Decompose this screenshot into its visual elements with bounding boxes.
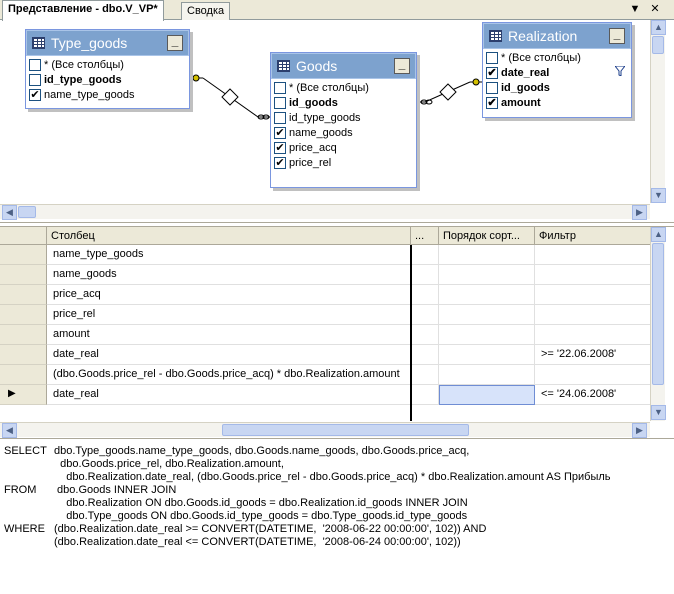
close-icon[interactable]: ✕ [650,3,660,15]
table-row[interactable] [0,345,652,365]
table-type-goods[interactable] [25,29,190,109]
column-item[interactable] [485,51,631,66]
column-item[interactable] [273,126,416,141]
scroll-thumb[interactable] [18,206,36,218]
minimize-button[interactable]: _ [167,35,183,51]
table-title-bar[interactable] [26,30,189,56]
table-icon [277,60,290,72]
cell-filter[interactable] [535,265,652,285]
row-selector[interactable] [0,285,47,305]
cell-column[interactable]: (dbo.Goods.price_rel - dbo.Goods.price_acq) * dbo.Realization.amount [47,365,411,385]
sql-text[interactable]: dbo.Realization.date_real, (dbo.Goods.price_rel - dbo.Goods.price_acq) * dbo.Realization.amount AS Прибыль [54,471,611,483]
cell-sort-order[interactable] [439,305,535,325]
scroll-left-icon[interactable]: ◀ [2,423,17,438]
sql-text[interactable]: dbo.Type_goods.name_type_goods, dbo.Goods.name_goods, dbo.Goods.price_acq, [54,445,470,457]
tab-summary[interactable]: Сводка [181,2,230,20]
cell-column-2[interactable] [411,365,439,385]
grid-header [0,227,652,245]
column-list [271,79,416,173]
table-row[interactable] [0,385,652,405]
column-label: amount [501,97,541,109]
column-checkbox[interactable] [29,59,41,71]
sql-text[interactable]: (dbo.Realization.date_real >= CONVERT(DATETIME, '2008-06-22 00:00:00', 102)) AND [54,523,487,535]
cell-sort-order-selected[interactable] [439,385,535,405]
column-checkbox[interactable]: ✔ [275,142,285,154]
column-item[interactable] [273,81,416,96]
table-icon [489,30,502,42]
cell-column-2[interactable] [411,305,439,325]
document-tab-strip [0,0,674,20]
sql-keyword: WHERE [4,523,45,535]
table-row[interactable] [0,245,652,265]
column-checkbox[interactable]: ✔ [275,127,285,139]
row-selector[interactable] [0,325,47,345]
cell-sort-order[interactable] [439,345,535,365]
column-label: id_goods [289,97,338,109]
tab-view-designer[interactable]: Представление - dbo.V_VP* [2,0,164,21]
column-checkbox[interactable]: ✔ [487,67,497,79]
column-checkbox[interactable] [274,82,286,94]
table-icon [32,37,45,49]
minimize-button[interactable]: _ [609,28,625,44]
scroll-thumb[interactable] [652,243,664,385]
table-title: Realization [508,28,578,44]
sql-keyword: SELECT [4,445,47,457]
header-column[interactable]: Столбец [47,227,411,245]
table-row[interactable] [0,305,652,325]
cell-filter[interactable] [535,325,652,345]
header-column-2[interactable]: ... [411,227,439,245]
column-checkbox[interactable] [274,97,286,109]
sql-text[interactable]: (dbo.Realization.date_real <= CONVERT(DATETIME, '2008-06-24 00:00:00', 102)) [54,536,461,548]
column-label: id_type_goods [44,74,122,86]
column-checkbox[interactable]: ✔ [275,157,285,169]
row-selector[interactable] [0,305,47,325]
column-divider [410,245,412,421]
cell-sort-order[interactable] [439,265,535,285]
column-label: * (Все столбцы) [44,59,124,71]
key-end-icon [193,75,199,81]
table-title: Type_goods [51,35,128,51]
join-diamond-icon [222,89,238,105]
column-label: id_type_goods [289,112,361,124]
column-item[interactable] [273,96,416,111]
row-selector[interactable] [0,345,47,365]
scroll-up-icon[interactable]: ▲ [651,227,666,242]
cell-column[interactable]: name_goods [47,265,411,285]
diagram-pane[interactable] [0,20,674,223]
row-selector[interactable] [0,265,47,285]
column-item[interactable] [273,156,416,171]
sql-text[interactable]: dbo.Type_goods ON dbo.Goods.id_type_goods = dbo.Type_goods.id_type_goods [54,510,468,522]
cell-sort-order[interactable] [439,365,535,385]
column-list [483,49,631,113]
cell-filter[interactable]: >= '22.06.2008' [535,345,652,365]
row-selector[interactable] [0,365,47,385]
column-checkbox[interactable] [274,112,286,124]
cell-column-2[interactable] [411,265,439,285]
diagram-horizontal-scrollbar[interactable] [0,204,650,219]
grid-horizontal-scrollbar[interactable] [0,422,650,437]
header-filter[interactable]: Фильтр [535,227,652,245]
cell-filter[interactable] [535,285,652,305]
column-list [26,56,189,105]
current-row-icon: ▶ [8,388,16,399]
cell-column-2[interactable] [411,285,439,305]
scroll-down-icon[interactable]: ▼ [651,188,666,203]
scroll-up-icon[interactable]: ▲ [651,20,666,35]
table-row[interactable] [0,365,652,385]
scroll-right-icon[interactable]: ▶ [632,205,647,220]
cell-sort-order[interactable] [439,325,535,345]
scroll-left-icon[interactable]: ◀ [2,205,17,220]
row-selector[interactable] [0,245,47,265]
cell-column[interactable]: date_real [47,385,411,405]
header-sort-order[interactable]: Порядок сорт... [439,227,535,245]
cell-filter[interactable]: <= '24.06.2008' [535,385,652,405]
cell-filter[interactable] [535,245,652,265]
column-label: price_rel [289,157,332,169]
cell-column-2[interactable] [411,245,439,265]
column-item[interactable] [28,73,189,88]
column-checkbox[interactable] [29,74,41,86]
sql-text[interactable]: dbo.Goods INNER JOIN [54,484,177,496]
tab-dropdown-icon[interactable]: ▼ [629,3,641,15]
grid-vertical-scrollbar[interactable] [650,227,665,421]
criteria-grid-pane[interactable] [0,226,674,438]
sql-text[interactable]: dbo.Realization ON dbo.Goods.id_goods = dbo.Realization.id_goods INNER JOIN [54,497,468,509]
column-item[interactable] [485,96,631,111]
join-diamond-icon [440,84,456,100]
column-label: * (Все столбцы) [289,82,369,94]
cell-column-2[interactable] [411,325,439,345]
column-checkbox[interactable]: ✔ [30,89,40,101]
cell-filter[interactable] [535,305,652,325]
column-item[interactable] [485,66,631,81]
cell-column[interactable]: amount [47,325,411,345]
key-end-icon [473,79,479,85]
table-realization[interactable] [482,22,632,118]
column-label: date_real [501,67,550,79]
cell-column[interactable]: name_type_goods [47,245,411,265]
table-row[interactable] [0,285,652,305]
column-item[interactable] [28,88,189,103]
diagram-vertical-scrollbar[interactable] [650,20,665,203]
column-item[interactable] [485,81,631,96]
minimize-button[interactable]: _ [394,58,410,74]
cell-column[interactable]: price_rel [47,305,411,325]
column-label: name_type_goods [44,89,135,101]
cell-column-2[interactable] [411,345,439,365]
column-item[interactable] [28,58,189,73]
cell-sort-order[interactable] [439,245,535,265]
column-item[interactable] [273,111,416,126]
cell-filter[interactable] [535,365,652,385]
filter-icon [615,66,625,80]
row-selector[interactable] [0,385,47,405]
cell-sort-order[interactable] [439,285,535,305]
cell-column[interactable]: date_real [47,345,411,365]
scroll-thumb[interactable] [652,36,664,54]
column-label: * (Все столбцы) [501,52,581,64]
scroll-down-icon[interactable]: ▼ [651,405,666,420]
sql-text[interactable]: dbo.Goods.price_rel, dbo.Realization.amount, [54,458,284,470]
table-title-bar[interactable] [271,53,416,79]
column-label: id_goods [501,82,550,94]
table-title-bar[interactable] [483,23,631,49]
scroll-thumb[interactable] [222,424,469,436]
sql-pane[interactable] [0,438,674,594]
column-label: price_acq [289,142,337,154]
column-checkbox[interactable] [486,82,498,94]
column-label: name_goods [289,127,353,139]
row-selector-header [0,227,47,245]
table-row[interactable] [0,265,652,285]
column-item[interactable] [273,141,416,156]
table-row[interactable] [0,325,652,345]
table-goods[interactable] [270,52,417,188]
scroll-right-icon[interactable]: ▶ [632,423,647,438]
cell-column-2[interactable] [411,385,439,405]
column-checkbox[interactable] [486,52,498,64]
sql-keyword: FROM [4,484,37,496]
table-title: Goods [296,58,338,74]
cell-column[interactable]: price_acq [47,285,411,305]
column-checkbox[interactable]: ✔ [487,97,497,109]
